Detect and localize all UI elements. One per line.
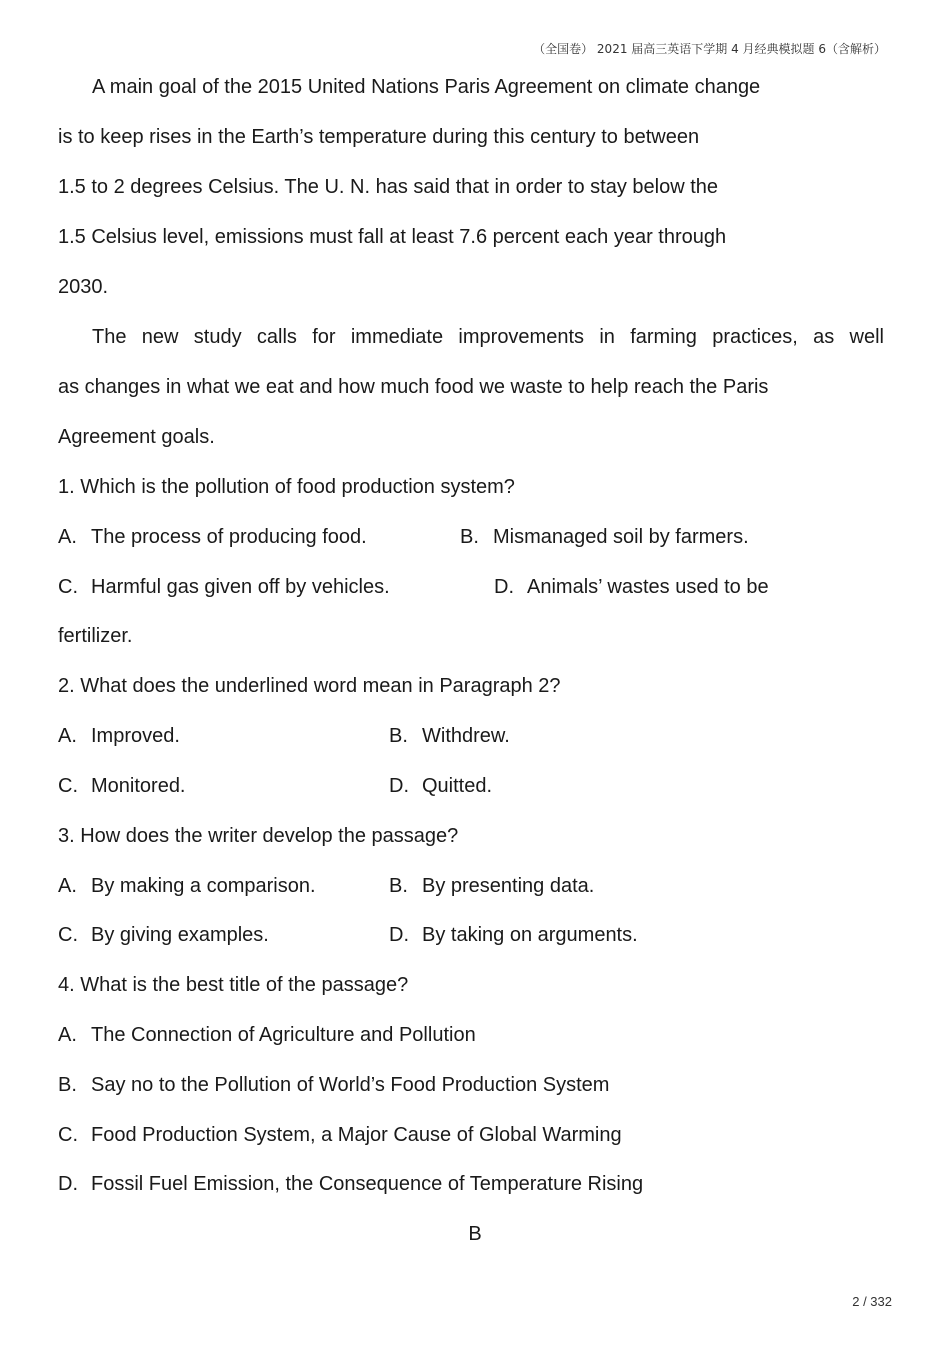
option-b xyxy=(389,724,510,748)
paragraph-line: is to keep rises in the Earth’s temperature during this century to between xyxy=(58,126,700,148)
option-letter: B. xyxy=(389,875,408,897)
option-b xyxy=(389,874,594,898)
option-letter: D. xyxy=(389,924,409,946)
option-letter: C. xyxy=(58,1124,78,1146)
paragraph-line: 1.5 to 2 degrees Celsius. The U. N. has said that in order to stay below the xyxy=(58,176,718,198)
option-letter: B. xyxy=(58,1074,77,1096)
page-header: （全国卷） 2021 届高三英语下学期 4 月经典模拟题 6（含解析） xyxy=(533,42,886,56)
option-d xyxy=(58,1172,643,1196)
question-stem: 3. How does the writer develop the passage? xyxy=(58,825,459,847)
option-letter: A. xyxy=(58,725,77,747)
option-letter: C. xyxy=(58,775,78,797)
option-text: Fossil Fuel Emission, the Consequence of Temperature Rising xyxy=(91,1173,644,1195)
option-letter: A. xyxy=(58,526,77,548)
option-text: By giving examples. xyxy=(91,924,269,946)
option-text: The process of producing food. xyxy=(91,526,367,548)
paragraph-line: A main goal of the 2015 United Nations Paris Agreement on climate change xyxy=(92,76,761,98)
option-text: Quitted. xyxy=(422,775,493,797)
option-letter: B. xyxy=(389,725,408,747)
option-text: Monitored. xyxy=(91,775,186,797)
option-c xyxy=(58,575,390,599)
option-c xyxy=(58,1123,622,1147)
option-a xyxy=(58,724,180,748)
option-letter: D. xyxy=(389,775,409,797)
option-letter: B. xyxy=(460,526,479,548)
option-letter: D. xyxy=(494,576,514,598)
option-a xyxy=(58,525,367,549)
option-text: Say no to the Pollution of World’s Food Production System xyxy=(91,1074,610,1096)
option-text: Food Production System, a Major Cause of Global Warming xyxy=(91,1124,622,1146)
option-text: Mismanaged soil by farmers. xyxy=(493,526,749,548)
option-text: By taking on arguments. xyxy=(422,924,638,946)
option-a xyxy=(58,874,316,898)
option-letter: A. xyxy=(58,1024,77,1046)
option-d xyxy=(389,774,492,798)
paragraph-line: 2030. xyxy=(58,276,109,298)
question-stem: 2. What does the underlined word mean in Paragraph 2? xyxy=(58,675,561,697)
option-text: Withdrew. xyxy=(422,725,510,747)
page-number: 2 / 332 xyxy=(852,1294,892,1309)
option-c xyxy=(58,923,269,947)
paragraph-line: 1.5 Celsius level, emissions must fall at least 7.6 percent each year through xyxy=(58,226,727,248)
option-text: The Connection of Agriculture and Pollution xyxy=(91,1024,476,1046)
paragraph-line: Agreement goals. xyxy=(58,426,215,448)
option-text: Harmful gas given off by vehicles. xyxy=(91,576,390,598)
option-c xyxy=(58,774,186,798)
option-letter: C. xyxy=(58,576,78,598)
option-text: By presenting data. xyxy=(422,875,595,897)
option-letter: D. xyxy=(58,1173,78,1195)
option-text: Animals’ wastes used to be xyxy=(527,576,769,598)
option-letter: A. xyxy=(58,875,77,897)
option-text: By making a comparison. xyxy=(91,875,316,897)
option-text: Improved. xyxy=(91,725,180,747)
option-letter: C. xyxy=(58,924,78,946)
question-stem: 4. What is the best title of the passage? xyxy=(58,974,409,996)
section-heading-b: B xyxy=(468,1223,482,1245)
paragraph-line: as changes in what we eat and how much food we waste to help reach the Paris xyxy=(58,376,769,398)
option-a xyxy=(58,1023,476,1047)
paragraph-line: The new study calls for immediate improvements in farming practices, as well xyxy=(92,326,884,348)
option-d xyxy=(494,575,769,599)
option-continuation: fertilizer. xyxy=(58,625,133,647)
option-b xyxy=(58,1073,609,1097)
option-b xyxy=(460,525,749,549)
option-d xyxy=(389,923,638,947)
question-stem: 1. Which is the pollution of food production system? xyxy=(58,476,515,498)
